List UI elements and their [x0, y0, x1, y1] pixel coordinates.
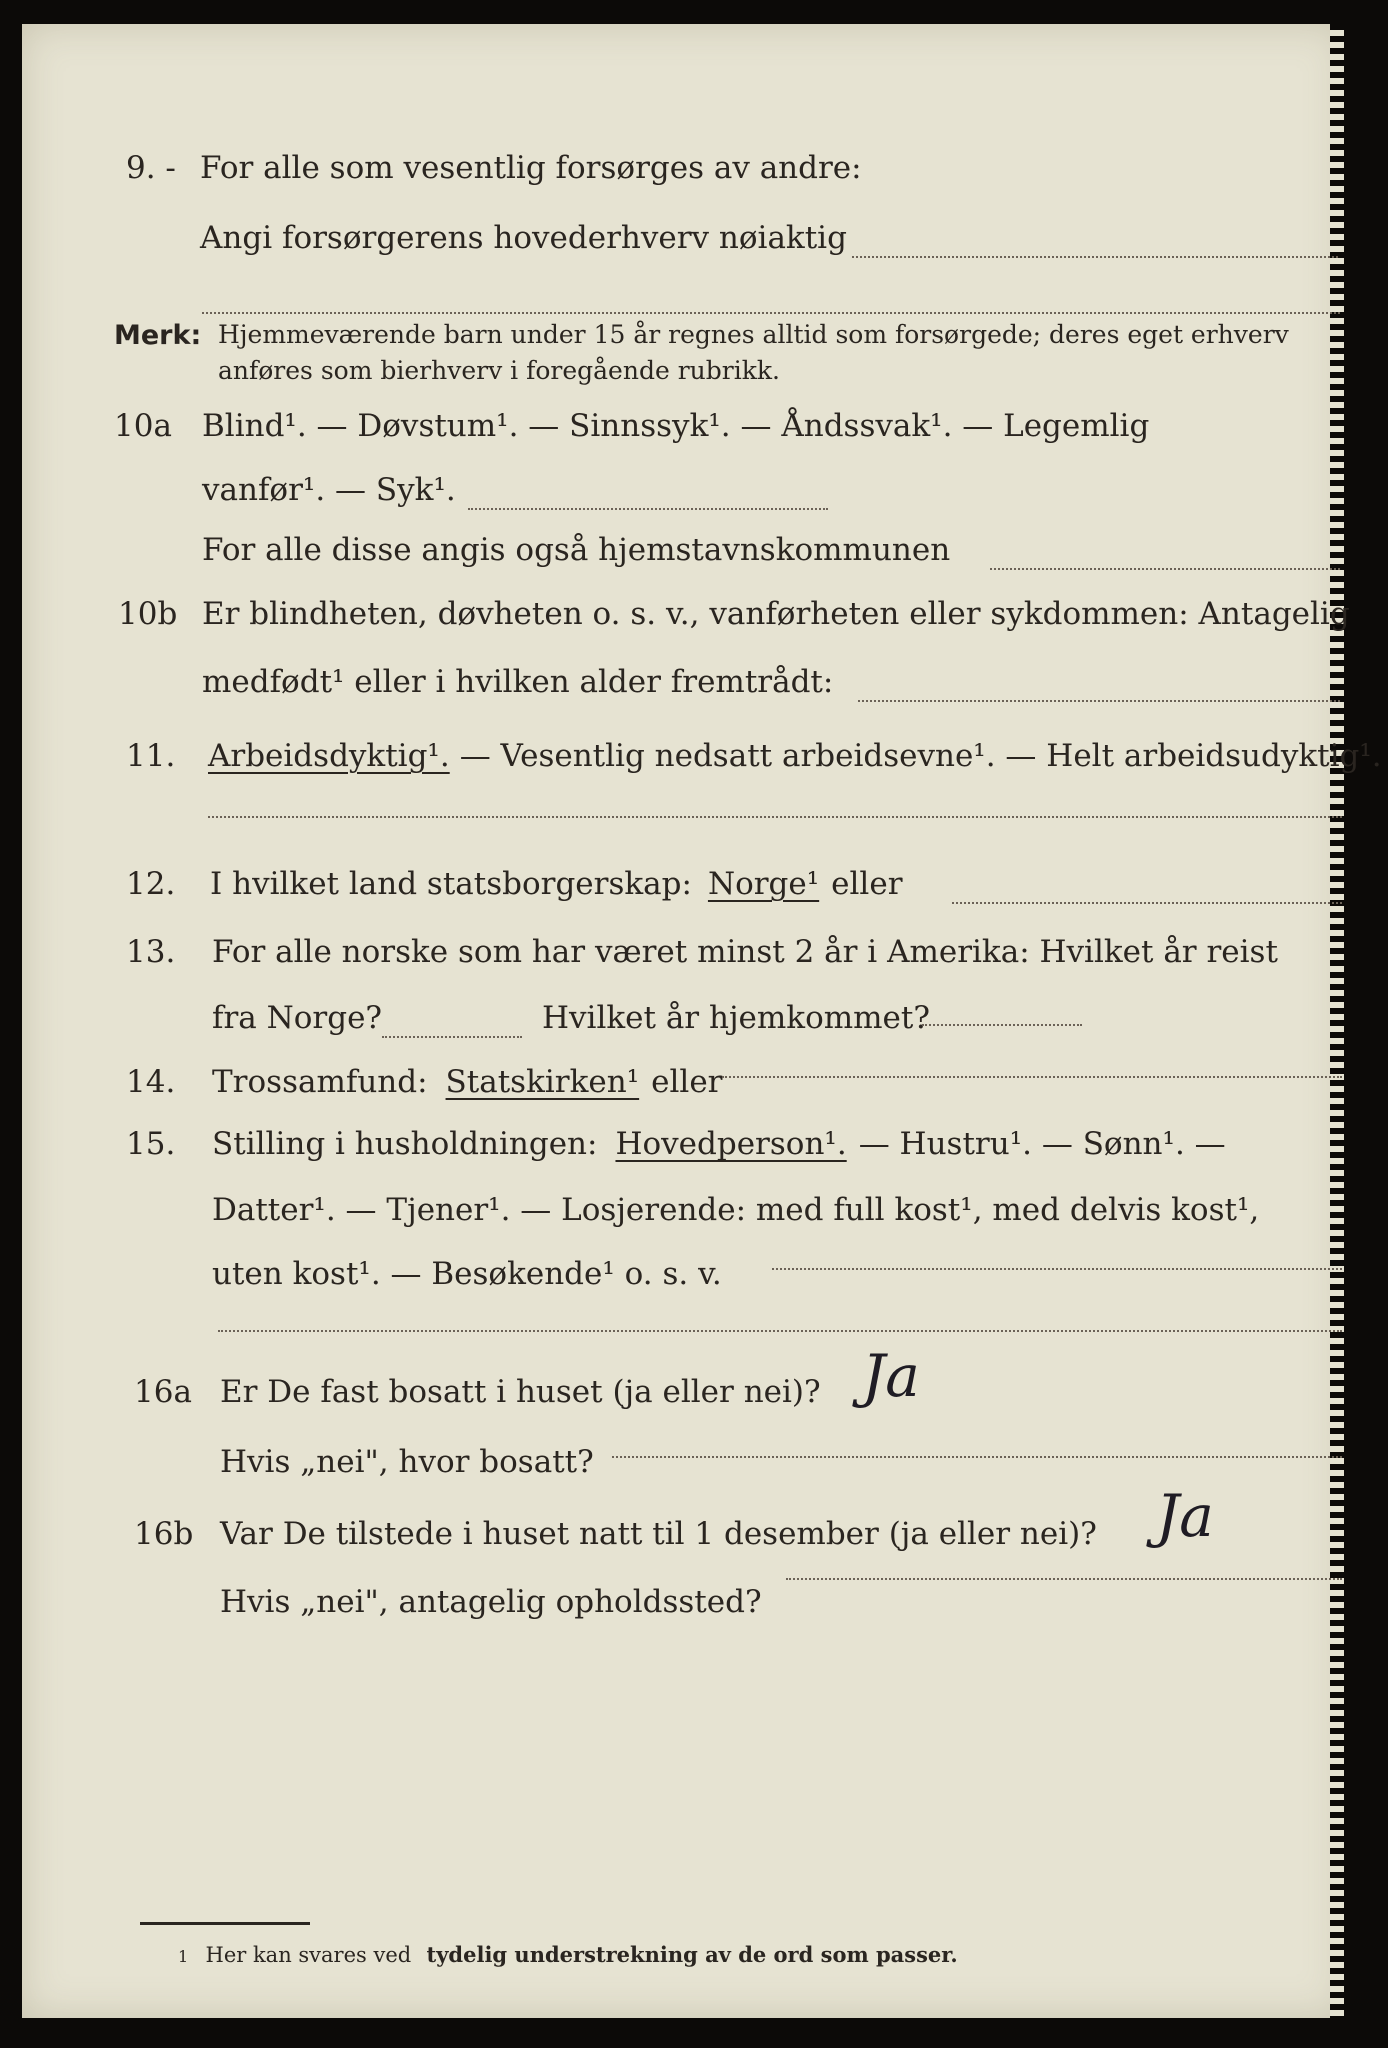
q14-row: [22, 1064, 1344, 1114]
q10b-row-2: [22, 664, 1344, 714]
q10a-answer-line-1: [468, 508, 828, 510]
q15-text-rest: — Hustru¹. — Sønn¹. —: [858, 1126, 1226, 1162]
q13-row-2: [22, 1000, 1344, 1050]
q11-row: [22, 738, 1382, 788]
q13-text-2a: fra Norge?: [212, 1000, 383, 1036]
q11-text-rest: — Vesentlig nedsatt arbeidsevne¹. — Helt arbeidsudyktig¹.: [459, 738, 1382, 774]
q11-answer-line: [208, 816, 1342, 818]
q15-answer-line-1: [772, 1268, 1342, 1270]
q11-option-arbeidsdyktig: Arbeidsdyktig¹.: [208, 738, 450, 774]
q14-option-statskirken: Statskirken¹: [445, 1064, 640, 1100]
q12-text-pre: I hvilket land statsborgerskap:: [210, 866, 692, 902]
q13-text-1: For alle norske som har været minst 2 år i Amerika: Hvilket år reist: [212, 934, 1278, 970]
merk-label: Merk:: [114, 320, 202, 351]
q16b-number: 16b: [134, 1516, 194, 1552]
merk-text-1: Hjemmeværende barn under 15 år regnes alltid som forsørgede; deres eget erhverv: [218, 320, 1289, 349]
q9-row-1: [22, 150, 1344, 200]
q10a-row-3: [22, 532, 1344, 582]
q10a-answer-line-2: [990, 568, 1340, 570]
merk-text-2: anføres som bierhverv i foregående rubrikk.: [218, 356, 780, 385]
q9-row-2: [22, 220, 1344, 270]
q16a-row-1: [22, 1374, 1344, 1424]
q14-number: 14.: [126, 1064, 176, 1100]
q10b-row-1: [22, 596, 1350, 646]
q16b-answer-line: [786, 1578, 1342, 1580]
q10b-text-1: Er blindheten, døvheten o. s. v., vanførheten eller sykdommen: Antagelig: [202, 596, 1350, 632]
q16a-text-1: Er De fast bosatt i huset (ja eller nei)?: [220, 1374, 821, 1410]
q16a-row-2: [22, 1444, 1344, 1494]
footnote-mark: 1: [178, 1947, 189, 1966]
q15-text-1: [212, 1126, 1226, 1162]
q14-text: [212, 1064, 722, 1100]
merk-row-2: [22, 356, 1344, 406]
q9-answer-line-1: [852, 256, 1338, 258]
q10a-text-3: For alle disse angis også hjemstavnskommunen: [202, 532, 951, 568]
footnote: [178, 1942, 958, 1967]
q11-number: 11.: [126, 738, 176, 774]
q9-text-2: Angi forsørgerens hovederhverv nøiaktig: [200, 220, 847, 256]
q15-answer-line-2: [218, 1330, 1342, 1332]
q14-text-post: eller: [651, 1064, 723, 1100]
q15-text-3: uten kost¹. — Besøkende¹ o. s. v.: [212, 1256, 722, 1292]
q15-option-hovedperson: Hovedperson¹.: [615, 1126, 847, 1162]
q13-number: 13.: [126, 934, 176, 970]
q16a-number: 16a: [134, 1374, 192, 1410]
census-form-page: [22, 24, 1382, 2018]
q15-row-1: [22, 1126, 1344, 1176]
q13-answer-line-2: [922, 1024, 1082, 1026]
q16b-row-1: [22, 1516, 1344, 1566]
q10a-text-1: Blind¹. — Døvstum¹. — Sinnssyk¹. — Åndssvak¹. — Legemlig: [202, 408, 1150, 444]
q14-answer-line: [722, 1076, 1342, 1078]
footnote-text-bold: tydelig understrekning av de ord som passer.: [426, 1942, 958, 1967]
q16a-answer-line: [612, 1456, 1342, 1458]
footnote-rule: [140, 1922, 310, 1925]
q16b-handwritten-answer: Ja: [1156, 1482, 1214, 1550]
q12-text: [210, 866, 903, 902]
q15-row-2: [22, 1192, 1344, 1242]
q15-text-pre: Stilling i husholdningen:: [212, 1126, 598, 1162]
q10a-row-1: [22, 408, 1344, 458]
q12-answer-line: [952, 902, 1342, 904]
q12-option-norge: Norge¹: [707, 866, 820, 902]
q13-text-2b: Hvilket år hjemkommet?: [542, 1000, 930, 1036]
q10b-answer-line: [858, 700, 1340, 702]
q12-number: 12.: [126, 866, 176, 902]
q16a-handwritten-answer: Ja: [862, 1342, 920, 1410]
q16b-text-2: Hvis „nei", antagelig opholdssted?: [220, 1584, 762, 1620]
q12-text-post: eller: [831, 866, 903, 902]
q15-text-2: Datter¹. — Tjener¹. — Losjerende: med full kost¹, med delvis kost¹,: [212, 1192, 1260, 1228]
q10a-row-2: [22, 472, 1344, 522]
q13-answer-line-1: [382, 1036, 522, 1038]
q11-text: [208, 738, 1382, 774]
q12-row: [22, 866, 1344, 916]
q10b-text-2: medfødt¹ eller i hvilken alder fremtrådt:: [202, 664, 834, 700]
q13-row-1: [22, 934, 1344, 984]
q15-number: 15.: [126, 1126, 176, 1162]
q10a-number: 10a: [114, 408, 172, 444]
q16b-row-2: [22, 1584, 1344, 1634]
q15-row-3: [22, 1256, 1344, 1306]
q9-text-1: For alle som vesentlig forsørges av andre:: [200, 150, 862, 186]
q14-text-pre: Trossamfund:: [212, 1064, 428, 1100]
q9-number: 9. -: [126, 150, 176, 186]
footnote-text-plain: Her kan svares ved: [205, 1943, 412, 1967]
q16b-text-1: Var De tilstede i huset natt til 1 desember (ja eller nei)?: [220, 1516, 1097, 1552]
q16a-text-2: Hvis „nei", hvor bosatt?: [220, 1444, 594, 1480]
q10b-number: 10b: [118, 596, 178, 632]
q9-answer-line-2: [202, 312, 1340, 314]
q10a-text-2: vanfør¹. — Syk¹.: [202, 472, 456, 508]
